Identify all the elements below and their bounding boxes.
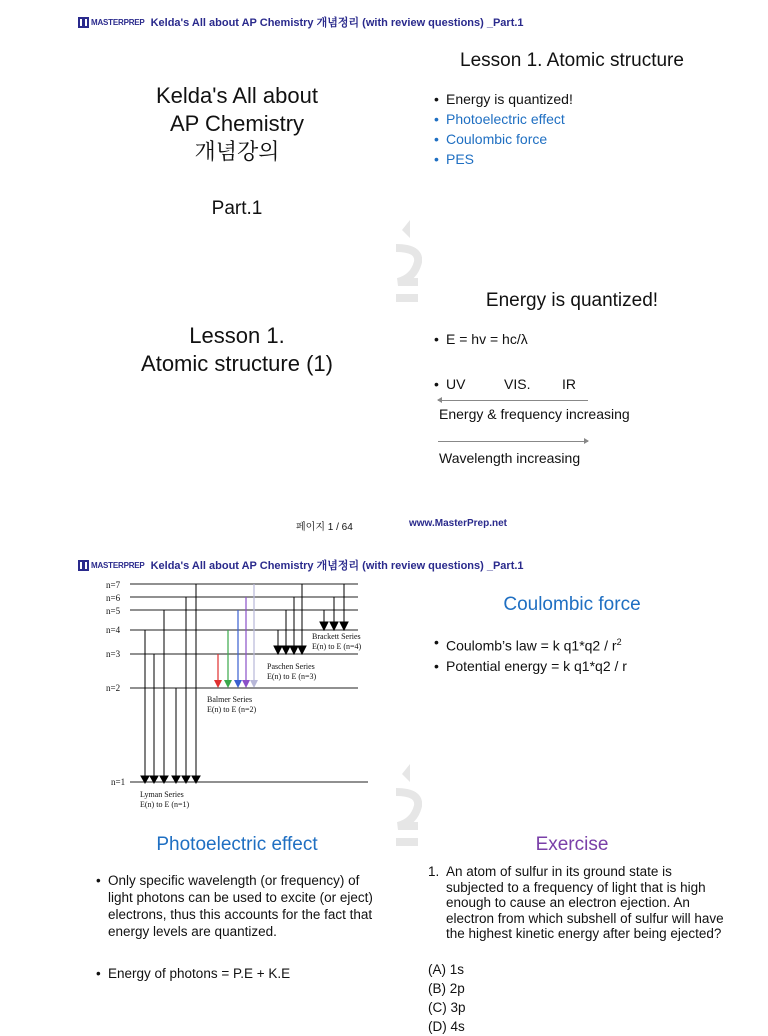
- question-text: An atom of sulfur in its ground state is subjected to a frequency of light that is high enough to cause an electron ejection. An electron from which subshell of sulfur will have the highest kinetic energy after being ejected?: [446, 864, 724, 941]
- paschen-label: [267, 662, 316, 682]
- title-line-3: 개념강의: [194, 139, 280, 164]
- coulomb-list: [434, 632, 627, 676]
- outline-list: [434, 89, 573, 169]
- coulomb-law-text: Coulomb’s law = k q1*q2 / r: [446, 637, 617, 654]
- page-header: [78, 556, 524, 574]
- title-slide: [78, 36, 396, 266]
- energy-quantized-slide: [414, 276, 730, 506]
- slide-title: Energy is quantized!: [485, 290, 659, 311]
- list-item: • Photoelectric effect: [434, 109, 573, 129]
- lesson-line-2: Atomic structure (1): [141, 351, 333, 376]
- list-item: • Energy of photons = P.E + K.E: [96, 964, 378, 984]
- slide-title: Photoelectric effect: [156, 834, 318, 855]
- right-arrow: [438, 441, 588, 442]
- energy-label: Energy & frequency increasing: [439, 406, 630, 422]
- watermark: [392, 764, 422, 868]
- level-label: n=7: [106, 580, 121, 590]
- exponent: 2: [616, 637, 622, 647]
- slide-title: Coulombic force: [503, 594, 641, 615]
- lyman-label: [140, 790, 189, 810]
- list-item: • Potential energy = k q1*q2 / r: [434, 656, 627, 676]
- page-footer: [296, 518, 353, 533]
- ir-label: IR: [562, 376, 576, 392]
- formula-item: • E = hv = hc/λ: [434, 329, 528, 349]
- logo-icon: [78, 560, 89, 571]
- list-item: • Coulombic force: [434, 129, 573, 149]
- option-b: (B) 2p: [428, 981, 465, 996]
- exercise-slide: [414, 826, 730, 1034]
- list-item: • Energy is quantized!: [434, 89, 573, 109]
- energy-level-diagram: [78, 576, 396, 816]
- option-a: (A) 1s: [428, 962, 465, 977]
- title-line-1: Kelda's All about: [156, 83, 318, 108]
- series-rule: E(n) to E (n=2): [207, 705, 257, 714]
- logo-text: MASTERPREP: [91, 17, 145, 27]
- series-rule: E(n) to E (n=3): [267, 672, 317, 681]
- lesson-title-slide: [78, 276, 396, 506]
- uv-label: UV: [446, 376, 466, 392]
- level-label: n=3: [106, 649, 121, 659]
- vis-label: VIS.: [504, 376, 531, 392]
- level-label: n=6: [106, 593, 121, 603]
- level-label: n=2: [106, 683, 121, 693]
- series-name: Lyman Series: [140, 790, 184, 799]
- coulombic-force-slide: [414, 576, 730, 816]
- left-arrow: [438, 400, 588, 401]
- lesson-line-1: Lesson 1.: [189, 323, 285, 348]
- page-number: 페이지 1 / 64: [296, 522, 353, 533]
- level-label: n=5: [106, 606, 121, 616]
- header-title: Kelda's All about AP Chemistry 개념정리 (with review questions) _Part.1: [150, 17, 524, 29]
- level-label: n=4: [106, 625, 121, 635]
- logo-text: MASTERPREP: [91, 560, 145, 570]
- series-name: Balmer Series: [207, 695, 253, 704]
- photo-list: [96, 872, 378, 940]
- option-d: (D) 4s: [428, 1019, 465, 1034]
- header-title: Kelda's All about AP Chemistry 개념정리 (with review questions) _Part.1: [150, 560, 524, 572]
- masterprep-logo: [78, 17, 145, 28]
- slide-title: Lesson 1. Atomic structure: [460, 50, 684, 71]
- series-rule: E(n) to E (n=4): [312, 642, 362, 651]
- series-rule: E(n) to E (n=1): [140, 800, 190, 809]
- series-name: Paschen Series: [267, 662, 315, 671]
- answer-options: [428, 960, 466, 1036]
- formula-list: [434, 329, 528, 349]
- website-link[interactable]: www.MasterPrep.net: [409, 518, 507, 529]
- list-item: [434, 632, 627, 656]
- watermark: [392, 220, 422, 324]
- logo-icon: [78, 17, 89, 28]
- part-label: Part.1: [211, 198, 263, 219]
- slide-title: Exercise: [535, 834, 609, 855]
- question-number: 1.: [428, 864, 440, 879]
- question: [428, 864, 724, 942]
- list-item: • Only specific wavelength (or frequency) of light photons can be used to excite (or eject) electrons, thus this accounts for the fact that energy levels are quantized.: [96, 872, 378, 940]
- spectrum-row: • UV VIS. IR: [434, 376, 576, 392]
- option-c: (C) 3p: [428, 1000, 466, 1015]
- page-header: [78, 13, 524, 31]
- wavelength-label: Wavelength increasing: [439, 450, 581, 466]
- brackett-label: [312, 632, 361, 652]
- masterprep-logo: [78, 560, 145, 571]
- photoelectric-slide: [78, 826, 396, 1024]
- series-name: Brackett Series: [312, 632, 361, 641]
- photo-list-2: [96, 964, 378, 984]
- list-item: • PES: [434, 149, 573, 169]
- level-label: n=1: [111, 777, 126, 787]
- lesson-outline-slide: [414, 36, 730, 266]
- balmer-label: [207, 695, 256, 715]
- title-line-2: AP Chemistry: [169, 111, 305, 136]
